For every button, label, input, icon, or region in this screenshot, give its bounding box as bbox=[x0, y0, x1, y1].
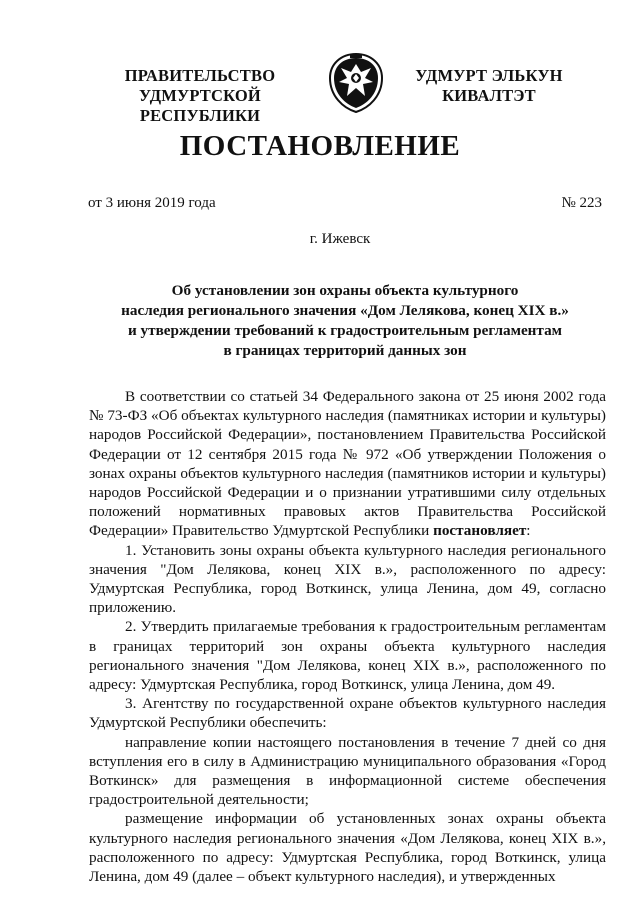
clause-3: 3. Агентству по государственной охране объектов культурного наследия Удмуртской Республики обеспечить: bbox=[89, 695, 606, 732]
clause-3-subitem: направление копии настоящего постановления в течение 7 дней со дня вступления его в силу в Администрацию муниципального образования «Город Воткинск» для размещения в информационной системе обеспечения градостроительной деятельности; bbox=[89, 733, 606, 809]
preamble-paragraph bbox=[89, 387, 606, 541]
subject-line: Об установлении зон охраны объекта культурного bbox=[171, 282, 519, 299]
decree-colon: : bbox=[526, 522, 531, 540]
document-number: № 223 bbox=[561, 195, 602, 211]
document-type-title: ПОСТАНОВЛЕНИЕ bbox=[179, 130, 461, 162]
document-date: от 3 июня 2019 года bbox=[88, 195, 216, 211]
issuer-russian-line2: УДМУРТСКОЙ РЕСПУБЛИКИ bbox=[139, 86, 261, 125]
document-body bbox=[89, 387, 606, 886]
subject-line: наследия регионального значения «Дом Лелякова, конец XIX в.» bbox=[121, 302, 569, 319]
document-city: г. Ижевск bbox=[309, 231, 371, 247]
document-subject bbox=[80, 281, 610, 361]
preamble-text: В соответствии со статьей 34 Федерального закона от 25 июня 2002 года № 73-ФЗ «Об объектах культурного наследия (памятниках истории и культуры) народов Российской Федерации», постановлением Правительства Российской Федерации от 12 сентября 2015 года № 972 «Об утверждении Положения о зонах охраны объектов культурного наследия (памятников истории и культуры) народов Российской Федерации и о признании утратившими силу отдельных положений нормативных правовых актов Правительства Российской Федерации» Правительство Удмуртской Республики bbox=[89, 388, 606, 540]
issuer-udmurt bbox=[404, 66, 574, 106]
subject-line: и утверждении требований к градостроительным регламентам bbox=[127, 322, 563, 339]
issuer-russian-line1: ПРАВИТЕЛЬСТВО bbox=[124, 66, 276, 85]
clause-3-subitem: размещение информации об установленных зонах охраны объекта культурного наследия регионального значения «Дом Лелякова, конец XIX в.», расположенного по адресу: Удмуртская Республика, город Воткинск, улица Ленина, дом 49 (далее – объект культурного наследия), и утвержденных bbox=[89, 810, 606, 886]
decree-word: постановляет bbox=[433, 522, 527, 540]
issuer-udmurt-line1: УДМУРТ ЭЛЬКУН bbox=[415, 66, 563, 85]
subject-line: в границах территорий данных зон bbox=[223, 342, 467, 359]
issuer-udmurt-line2: КИВАЛТЭТ bbox=[442, 86, 536, 105]
issuer-russian bbox=[82, 66, 318, 126]
udmurt-coat-of-arms-icon bbox=[327, 52, 385, 114]
clause-1: 1. Установить зоны охраны объекта культурного наследия регионального значения "Дом Лелякова, конец XIX в.», расположенного по адресу: Удмуртская Республика, город Воткинск, улица Ленина, дом 49, согласно приложению. bbox=[89, 541, 606, 617]
clause-2: 2. Утвердить прилагаемые требования к градостроительным регламентам в границах территорий зон охраны объекта культурного наследия регионального значения "Дом Лелякова, конец XIX в.», расположенного по адресу: Удмуртская Республика, город Воткинск, улица Ленина, дом 49. bbox=[89, 618, 606, 694]
